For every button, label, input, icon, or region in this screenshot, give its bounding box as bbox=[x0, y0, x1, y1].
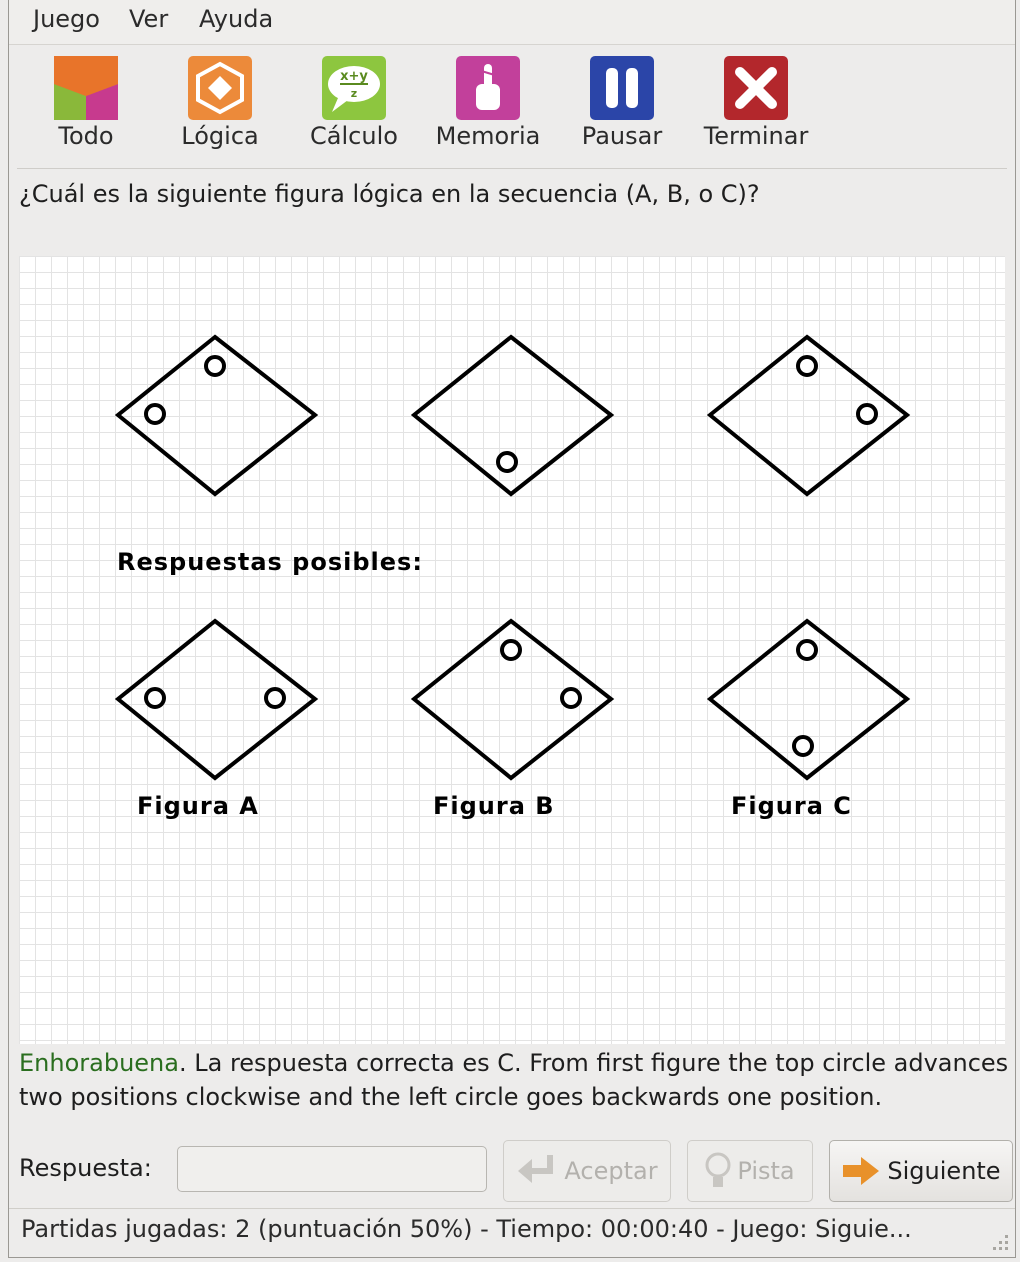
answer-input[interactable] bbox=[177, 1146, 487, 1192]
menu-ver[interactable]: Ver bbox=[129, 5, 169, 33]
menu-juego[interactable]: Juego bbox=[33, 5, 100, 33]
toolbar-logica-label: Lógica bbox=[181, 122, 259, 150]
answer-figure-a[interactable] bbox=[115, 618, 327, 782]
circle-marker-bottom bbox=[794, 737, 812, 755]
hint-button-label: Pista bbox=[737, 1157, 795, 1185]
circle-marker-bottom bbox=[498, 453, 516, 471]
menu-bar bbox=[9, 0, 1015, 45]
possible-answers-label: Respuestas posibles: bbox=[117, 548, 423, 576]
resize-grip-icon[interactable] bbox=[989, 1231, 1011, 1253]
toolbar-separator bbox=[17, 168, 1007, 169]
circle-marker-left bbox=[146, 405, 164, 423]
question-text: ¿Cuál es la siguiente figura lógica en la secuencia (A, B, o C)? bbox=[19, 180, 760, 208]
circle-marker-right bbox=[266, 689, 284, 707]
figure-a-label: Figura A bbox=[137, 792, 259, 820]
puzzle-canvas bbox=[19, 256, 1005, 1044]
sequence-figure-1 bbox=[115, 334, 327, 498]
main-window bbox=[8, 0, 1016, 1258]
figure-c-label: Figura C bbox=[731, 792, 852, 820]
toolbar-memoria-button[interactable] bbox=[423, 56, 553, 150]
enter-arrow-icon bbox=[516, 1153, 558, 1189]
toolbar-calculo-label: Cálculo bbox=[310, 122, 398, 150]
memory-hand-icon bbox=[456, 56, 520, 120]
accept-button-label: Aceptar bbox=[564, 1157, 658, 1185]
status-text: Partidas jugadas: 2 (puntuación 50%) - Tiempo: 00:00:40 - Juego: Siguie... bbox=[21, 1215, 912, 1243]
hint-button[interactable] bbox=[687, 1140, 813, 1202]
accept-button[interactable] bbox=[503, 1140, 671, 1202]
next-button[interactable] bbox=[829, 1140, 1013, 1202]
toolbar-terminar-button[interactable] bbox=[691, 56, 821, 150]
congrats-text: Enhorabuena bbox=[19, 1049, 179, 1077]
menu-ayuda[interactable]: Ayuda bbox=[199, 5, 274, 33]
all-games-icon bbox=[54, 56, 118, 120]
stop-icon bbox=[724, 56, 788, 120]
right-arrow-icon bbox=[841, 1155, 881, 1187]
sequence-figure-2 bbox=[411, 334, 623, 498]
status-bar bbox=[9, 1208, 1015, 1255]
figure-b-label: Figura B bbox=[433, 792, 555, 820]
explanation-text: . La respuesta correcta es C. From first figure the top circle advances two positions clockwise and the left circle goes backwards one position. bbox=[19, 1049, 1009, 1111]
toolbar-logica-button[interactable] bbox=[155, 56, 285, 150]
circle-marker-top bbox=[798, 357, 816, 375]
pause-icon bbox=[590, 56, 654, 120]
svg-text:x+y: x+y bbox=[340, 69, 368, 84]
toolbar bbox=[9, 46, 1015, 166]
answer-figure-c[interactable] bbox=[707, 618, 919, 782]
logic-cube-icon bbox=[188, 56, 252, 120]
svg-text:z: z bbox=[350, 87, 358, 100]
next-button-label: Siguiente bbox=[887, 1157, 1001, 1185]
answer-figure-b[interactable] bbox=[411, 618, 623, 782]
circle-marker-top-right bbox=[206, 357, 224, 375]
result-message bbox=[19, 1046, 1009, 1114]
toolbar-todo-label: Todo bbox=[58, 122, 114, 150]
calculation-icon bbox=[322, 56, 386, 120]
circle-marker-top bbox=[798, 641, 816, 659]
toolbar-todo-button[interactable] bbox=[21, 56, 151, 150]
answer-row bbox=[19, 1140, 1009, 1204]
toolbar-pausar-label: Pausar bbox=[581, 122, 663, 150]
toolbar-calculo-button[interactable] bbox=[289, 56, 419, 150]
answer-label: Respuesta: bbox=[19, 1154, 152, 1182]
circle-marker-right bbox=[858, 405, 876, 423]
circle-marker-right bbox=[562, 689, 580, 707]
lightbulb-icon bbox=[705, 1151, 731, 1191]
toolbar-memoria-label: Memoria bbox=[435, 122, 541, 150]
circle-marker-left bbox=[146, 689, 164, 707]
toolbar-pausar-button[interactable] bbox=[557, 56, 687, 150]
circle-marker-top bbox=[502, 641, 520, 659]
toolbar-terminar-label: Terminar bbox=[703, 122, 809, 150]
sequence-figure-3 bbox=[707, 334, 919, 498]
